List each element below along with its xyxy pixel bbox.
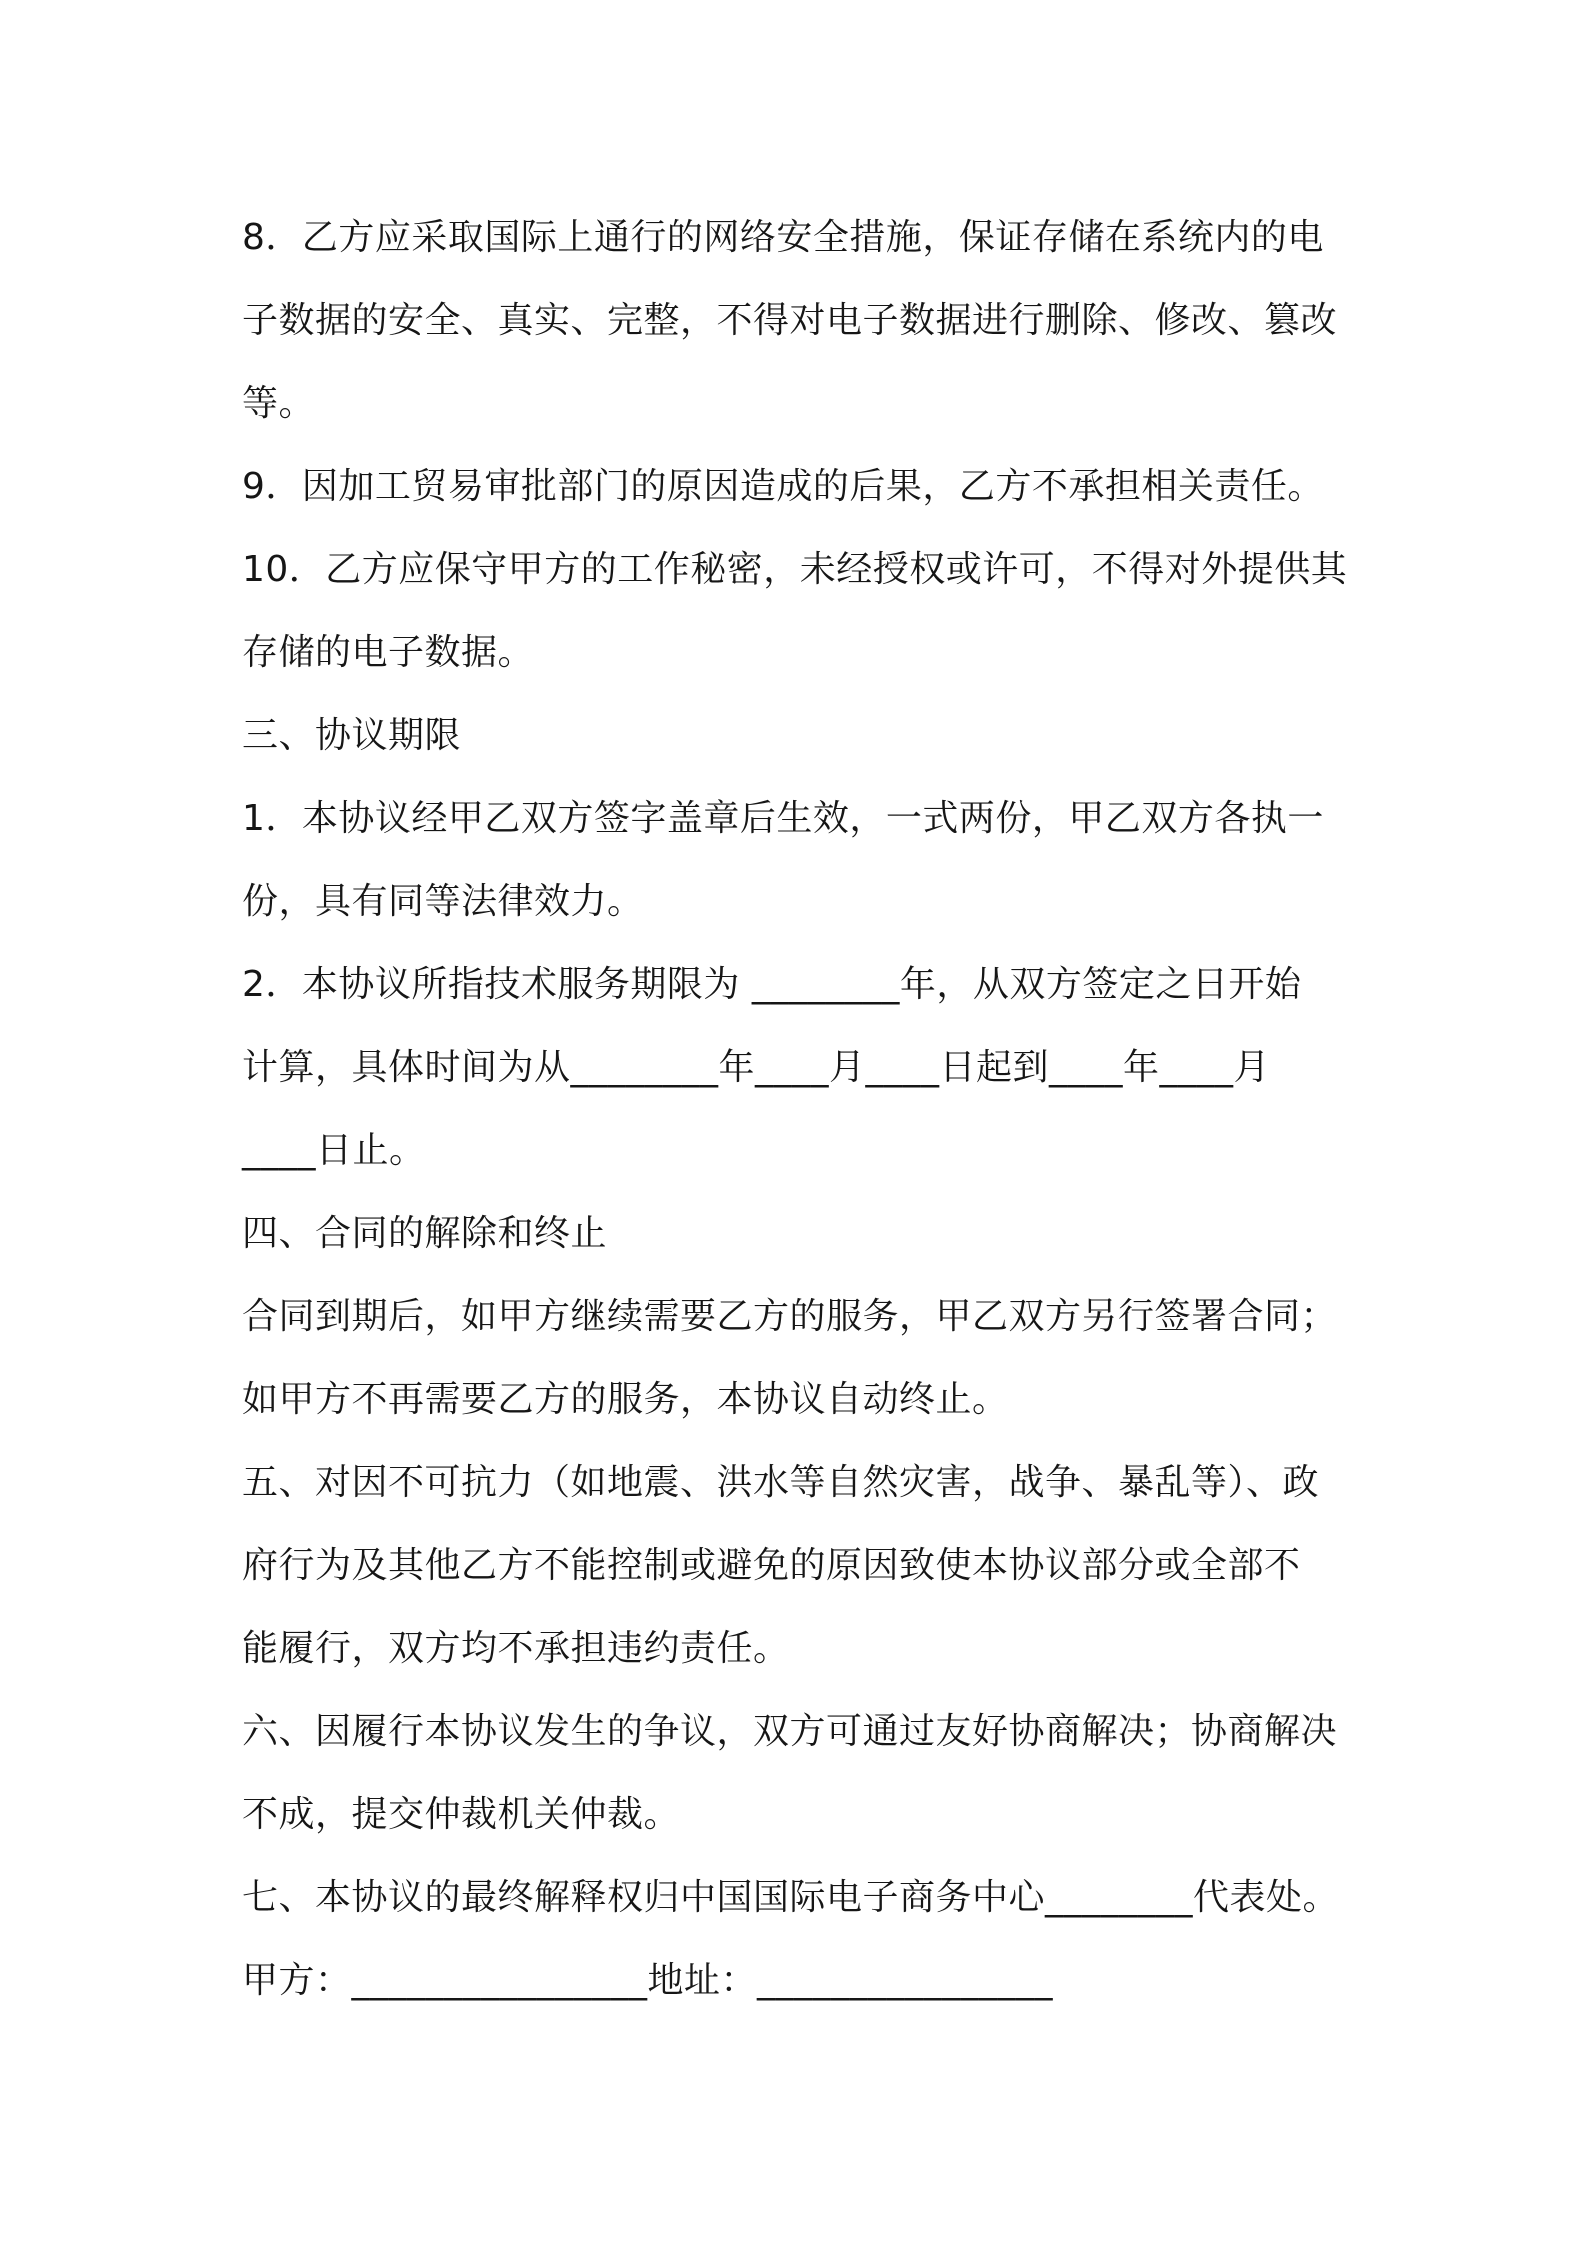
text-line: 9．因加工贸易审批部门的原因造成的后果，乙方不承担相关责任。 [242,466,1324,507]
text-line: ____日止。 [242,1130,426,1171]
text-line: 六、因履行本协议发生的争议，双方可通过友好协商解决；协商解决 [242,1711,1338,1752]
text-line: 五、对因不可抗力（如地震、洪水等自然灾害，战争、暴乱等）、政 [242,1462,1320,1503]
text-line: 份，具有同等法律效力。 [242,881,644,922]
text-line: 七、本协议的最终解释权归中国国际电子商务中心________代表处。 [242,1877,1340,1918]
signature-line: 甲方：________________地址：________________ [242,1960,1054,2001]
section-heading: 三、协议期限 [242,715,462,756]
document-body [242,196,1372,2022]
text-line: 2．本协议所指技术服务期限为 ________年，从双方签定之日开始 [242,964,1302,1005]
text-line: 1．本协议经甲乙双方签字盖章后生效，一式两份，甲乙双方各执一 [242,798,1324,839]
text-line: 合同到期后，如甲方继续需要乙方的服务，甲乙双方另行签署合同； [242,1296,1338,1337]
text-line: 10．乙方应保守甲方的工作秘密，未经授权或许可，不得对外提供其 [242,549,1348,590]
text-line: 8．乙方应采取国际上通行的网络安全措施，保证存储在系统内的电 [242,217,1324,258]
text-line: 如甲方不再需要乙方的服务，本协议自动终止。 [242,1379,1009,1420]
text-line: 等。 [242,383,316,424]
section-heading: 四、合同的解除和终止 [242,1213,608,1254]
text-line: 不成，提交仲裁机关仲裁。 [242,1794,681,1835]
text-line: 计算，具体时间为从________年____月____日起到____年____月 [242,1047,1271,1088]
text-line: 存储的电子数据。 [242,632,535,673]
text-line: 子数据的安全、真实、完整，不得对电子数据进行删除、修改、篡改 [242,300,1338,341]
text-line: 府行为及其他乙方不能控制或避免的原因致使本协议部分或全部不 [242,1545,1301,1586]
text-line: 能履行，双方均不承担违约责任。 [242,1628,790,1669]
